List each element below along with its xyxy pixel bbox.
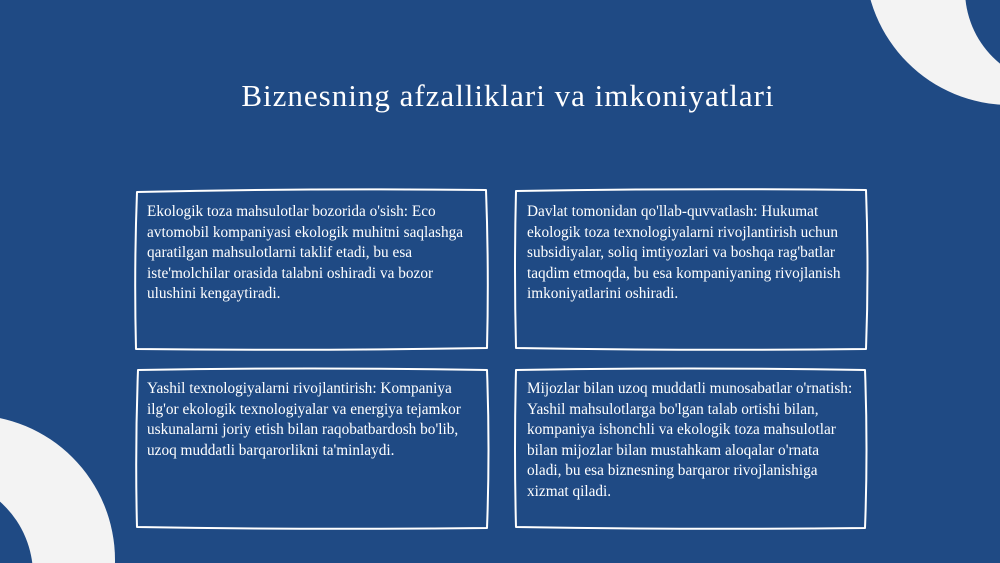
benefit-box-2-text: Davlat tomonidan qo'llab-quvvatlash: Hukumat ekologik toza texnologiyalarni rivojlantirish uchun subsidiyalar, soliq imtiyozlari va boshqa rag'batlar taqdim etmoqda, bu esa kompaniyaning rivojlanish imkoniyatlarini oshiradi. <box>527 203 841 302</box>
benefit-box-4-text: Mijozlar bilan uzoq muddatli munosabatlar o'rnatish: Yashil mahsulotlarga bo'lgan talab ortishi bilan, kompaniya ishonchli va ekologik toza mahsulotlar bilan mijozlar bilan mustahkam aloqalar o'rnata oladi, bu esa biznesning barqaror rivojlanishiga xizmat qiladi. <box>527 380 853 500</box>
benefit-box-3-text: Yashil texnologiyalarni rivojlantirish: Kompaniya ilg'or ekologik texnologiyalar va energiya tejamkor uskunalarni joriy etish bilan raqobatbardosh bo'lib, uzoq muddatli barqarorlikni ta'minlaydi. <box>147 380 461 459</box>
benefit-box-1-text: Ekologik toza mahsulotlar bozorida o'sish: Eco avtomobil kompaniyasi ekologik muhitni saqlashga qaratilgan mahsulotlarni taklif etadi, bu esa iste'molchilar orasida talabni oshiradi va bozor ulushini kengaytiradi. <box>147 203 464 302</box>
slide-title: Biznesning afzalliklari va imkoniyatlari <box>241 78 775 113</box>
